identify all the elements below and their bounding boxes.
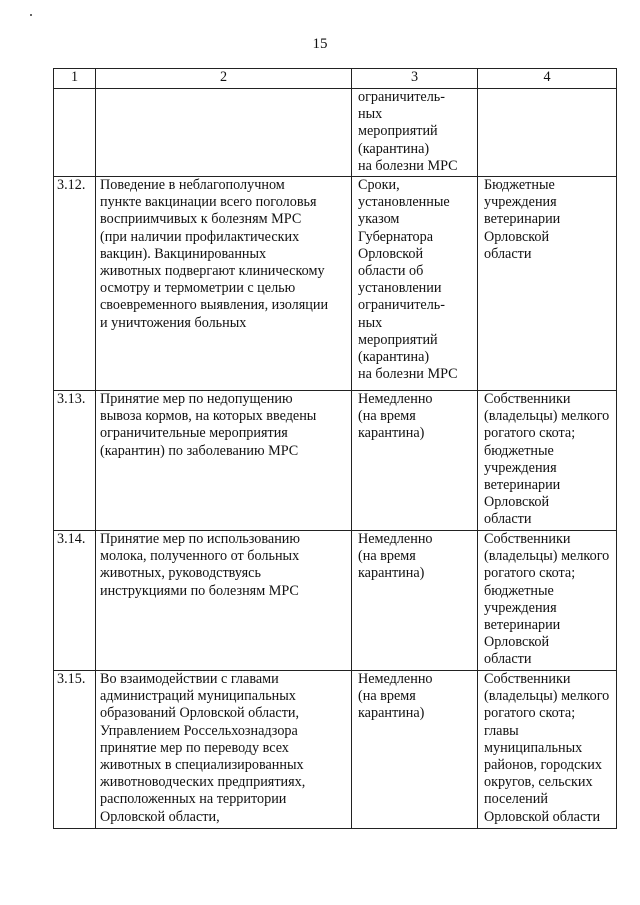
column-header-4: 4 [478,69,617,89]
table-row-3-14 [54,531,617,671]
table-header-row [54,69,617,89]
measures-table [53,68,617,829]
row-number: 3.14. [54,531,96,671]
responsible-cell: Собственники (владельцы) мелкого рогатого скота; бюджетные учреждения ветеринарии Орловской области [478,391,617,531]
term-cell: Немедленно (на время карантина) [352,531,478,671]
column-header-3: 3 [352,69,478,89]
row-number: 3.15. [54,671,96,829]
column-header-1: 1 [54,69,96,89]
column-header-2: 2 [96,69,352,89]
table-row-continuation [54,89,617,177]
row-number: 3.12. [54,177,96,391]
action-cell: Во взаимодействии с главами администраций муниципальных образований Орловской области, Управлением Россельхознадзора принятие мер по переводу всех животных в специализированных животноводческих предприятиях, расположенных на территории Орловской области, [96,671,352,829]
row-number [54,89,96,177]
responsible-cell [478,89,617,177]
responsible-cell: Собственники (владельцы) мелкого рогатого скота; бюджетные учреждения ветеринарии Орловской области [478,531,617,671]
term-cell: Сроки, установленные указом Губернатора Орловской области об установлении ограничитель- ных мероприятий (карантина) на болезни МРС [352,177,478,391]
row-number: 3.13. [54,391,96,531]
table-row-3-12 [54,177,617,391]
action-cell: Поведение в неблагополучном пункте вакцинации всего поголовья восприимчивых к болезням МРС (при наличии профилактических вакцин). Вакцинированных животных подвергают клиническому осмотру и термометрии с целью своевременного выявления, изоляции и уничтожения больных [96,177,352,391]
action-cell: Принятие мер по использованию молока, полученного от больных животных, руководствуясь инструкциями по болезням МРС [96,531,352,671]
action-cell [96,89,352,177]
term-cell: Немедленно (на время карантина) [352,671,478,829]
table-row-3-15 [54,671,617,829]
responsible-cell: Собственники (владельцы) мелкого рогатого скота; главы муниципальных районов, городских округов, сельских поселений Орловской области [478,671,617,829]
term-cell: ограничитель- ных мероприятий (карантина) на болезни МРС [352,89,478,177]
table-row-3-13 [54,391,617,531]
action-cell: Принятие мер по недопущению вывоза кормов, на которых введены ограничительные мероприятия (карантин) по заболеванию МРС [96,391,352,531]
responsible-cell: Бюджетные учреждения ветеринарии Орловской области [478,177,617,391]
term-cell: Немедленно (на время карантина) [352,391,478,531]
scan-speck [30,14,32,16]
page-number: 15 [312,36,328,52]
